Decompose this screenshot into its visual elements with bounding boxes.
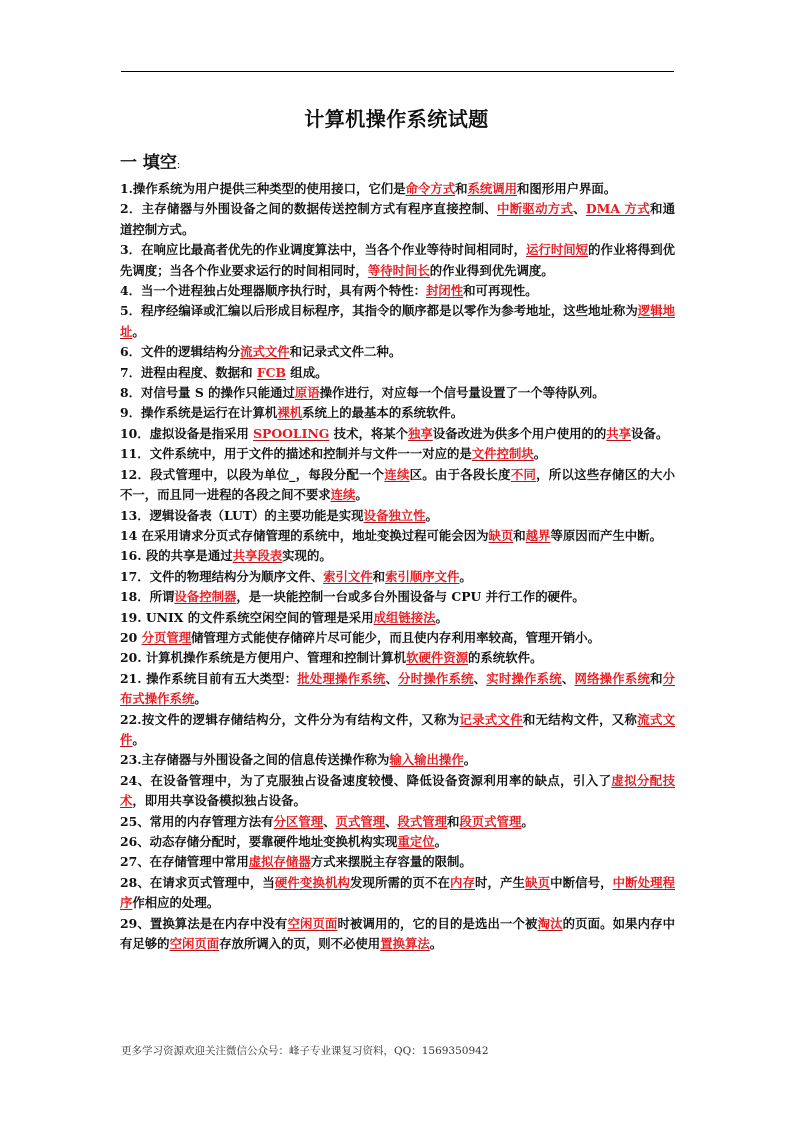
- answer-blank: 页式管理: [335, 813, 386, 829]
- answer-blank: 段页式管理: [459, 813, 522, 829]
- answer-blank: 成组链接法: [373, 609, 436, 625]
- question-item: [120, 771, 675, 812]
- question-text: 和: [513, 527, 526, 543]
- question-text: 。: [459, 568, 472, 584]
- answer-blank: 网络操作系统: [574, 670, 651, 686]
- question-text: 16. 段的共享是通过: [120, 548, 233, 564]
- answer-blank: 封闭性: [426, 283, 464, 299]
- question-item: [120, 832, 675, 852]
- question-text: 时被调用的，它的目的是选出一个被: [337, 915, 538, 931]
- question-text: 、: [323, 813, 336, 829]
- question-item: [120, 669, 675, 710]
- question-text: 、: [385, 670, 399, 686]
- question-text: 20. 计算机操作系统是方便用户、管理和控制计算机: [120, 650, 407, 666]
- question-text: ，所以这些存储区的大小不一，而且同一进程的各段之间不要求: [120, 466, 676, 503]
- answer-blank: 分布式操作系统: [120, 670, 676, 707]
- question-text: 和可再现性。: [463, 283, 538, 299]
- question-item: [120, 710, 675, 751]
- question-text: 19. UNIX 的文件系统空闲空间的管理是采用: [120, 609, 374, 625]
- question-item: [120, 424, 675, 444]
- answer-blank: 裸机: [277, 405, 303, 421]
- answer-blank: 内存: [450, 874, 476, 890]
- question-text: 存放所调入的页，则不必使用: [219, 936, 381, 952]
- question-text: ，即用共享设备模拟独占设备。: [132, 793, 306, 809]
- question-text: 18．所谓: [120, 589, 175, 605]
- section-colon: :: [176, 160, 181, 171]
- question-item: [120, 608, 675, 628]
- answer-blank: 记录式文件: [459, 711, 523, 727]
- answer-blank: 索引顺序文件: [385, 568, 460, 584]
- question-text: 6．文件的逻辑结构分: [120, 344, 241, 360]
- question-text: 28、在请求页式管理中，当: [120, 874, 275, 890]
- question-item: [120, 648, 675, 668]
- question-text: 发现所需的页不在: [349, 874, 451, 890]
- question-item: [120, 587, 675, 607]
- question-text: 中断信号，: [550, 874, 613, 890]
- answer-blank: 输入输出操作: [389, 752, 464, 768]
- answer-blank: 独享: [408, 425, 433, 441]
- question-text: 。: [132, 731, 145, 747]
- question-item: [120, 403, 675, 423]
- question-text: 、: [573, 201, 586, 217]
- answer-blank: 流式文件: [120, 711, 676, 747]
- answer-blank: 分区管理: [273, 813, 324, 829]
- question-item: [120, 383, 675, 403]
- answer-blank: 命令方式: [405, 181, 456, 196]
- question-text: 26、动态存储分配时，要靠硬件地址变换机构实现: [120, 834, 398, 849]
- question-text: 储管理方式能使存储碎片尽可能少，而且使内存利用率较高，管理开销小。: [191, 629, 601, 645]
- question-text: 8．对信号量 S 的操作只能通过: [120, 385, 295, 401]
- answer-blank: 段式管理: [397, 813, 448, 829]
- answer-blank: 逻辑地址: [120, 303, 676, 339]
- question-item: [120, 914, 675, 955]
- section-heading-text: 一 填空: [120, 153, 177, 173]
- answer-blank: 连续: [384, 466, 410, 482]
- answer-blank: 缺页: [488, 527, 514, 543]
- question-text: 和通道控制方式。: [120, 201, 676, 237]
- question-text: 和: [650, 670, 663, 686]
- answer-blank: 实时操作系统: [486, 670, 562, 686]
- question-item: [120, 301, 675, 342]
- question-text: 。: [425, 507, 438, 523]
- question-text: 4．当一个进程独占处理器顺序执行时，具有两个特性：: [120, 283, 426, 299]
- question-item: [120, 567, 675, 587]
- question-text: 25、常用的内存管理方法有: [120, 813, 274, 829]
- answer-blank: 系统调用: [467, 181, 518, 196]
- question-text: 、: [473, 670, 487, 686]
- question-item: [120, 179, 675, 199]
- question-text: 实现的。: [282, 548, 332, 564]
- question-text: 和无结构文件，又称: [522, 711, 638, 727]
- question-text: 、: [385, 813, 398, 829]
- question-item: [120, 281, 675, 301]
- question-list: [120, 179, 675, 954]
- answer-blank: 空闲页面: [169, 936, 220, 952]
- answer-blank: 批处理操作系统: [297, 670, 386, 686]
- answer-blank: 置换算法: [380, 936, 430, 952]
- question-text: 组成。: [285, 364, 328, 380]
- question-text: 12．段式管理中，以段为单位_，每段分配一个: [120, 466, 385, 482]
- question-text: 11．文件系统中，用于文件的描述和控制并与文件一一对应的是: [120, 446, 472, 462]
- answer-blank: 索引文件: [323, 568, 373, 584]
- question-text: 的作业将得到优先调度；当各个作业要求运行的时间相同时，: [120, 242, 676, 278]
- question-item: [120, 363, 675, 383]
- page-footer: 更多学习资源欢迎关注微信公众号：峰子专业课复习资料，QQ：1569350942: [121, 1045, 489, 1057]
- question-text: 操作进行，对应每一个信号量设置了一个等待队列。: [319, 385, 605, 401]
- question-text: 。: [132, 323, 145, 339]
- answer-blank: 分页管理: [141, 629, 192, 645]
- answer-blank: SPOOLING: [253, 425, 330, 441]
- answer-blank: 原语: [294, 385, 320, 401]
- answer-blank: 虚拟存储器: [248, 854, 311, 870]
- question-item: [120, 342, 675, 362]
- question-item: [120, 750, 675, 770]
- section-heading: [120, 148, 180, 173]
- question-item: [120, 506, 675, 526]
- question-text: 29、置换算法是在内存中没有: [120, 915, 288, 931]
- question-text: 的系统软件。: [468, 650, 543, 666]
- answer-blank: 运行时间短: [526, 242, 589, 258]
- question-text: 方式来摆脱主存容量的限制。: [310, 854, 472, 870]
- answer-blank: DMA 方式: [585, 201, 650, 217]
- question-text: 22.按文件的逻辑存储结构分，文件分为有结构文件，又称为: [120, 711, 460, 727]
- question-text: 和: [372, 568, 386, 584]
- answer-blank: 缺页: [525, 874, 551, 890]
- question-text: 系统上的最基本的系统软件。: [302, 405, 464, 421]
- question-text: 的作业得到优先调度。: [429, 262, 554, 278]
- answer-blank: 设备控制器: [174, 589, 237, 605]
- question-text: 和: [455, 181, 468, 196]
- question-text: 设备。: [631, 425, 669, 441]
- answer-blank: 软硬件资源: [406, 650, 469, 666]
- answer-blank: 中断处理程序: [120, 874, 676, 911]
- answer-blank: 空闲页面: [287, 915, 338, 931]
- question-text: 23.主存储器与外围设备之间的信息传送操作称为: [120, 752, 390, 768]
- answer-blank: 淘汰: [537, 915, 563, 931]
- question-text: 和: [447, 813, 460, 829]
- question-text: 。: [429, 936, 443, 952]
- question-text: 技术，将某个: [329, 425, 409, 441]
- question-text: 的页面。如果内存中有足够的: [120, 915, 676, 952]
- answer-blank: 文件控制块: [471, 446, 534, 462]
- question-text: 21. 操作系统目前有五大类型：: [120, 670, 298, 686]
- question-item: [120, 873, 675, 914]
- answer-blank: 虚拟分配技术: [120, 772, 675, 809]
- answer-blank: 分时操作系统: [398, 670, 474, 686]
- question-text: 。: [194, 691, 207, 707]
- question-text: 和图形用户界面。: [517, 181, 617, 196]
- answer-blank: 共享: [606, 425, 632, 441]
- question-item: [120, 628, 675, 648]
- question-text: 1.操作系统为用户提供三种类型的使用接口，它们是: [120, 181, 406, 196]
- question-text: 13．逻辑设备表（LUT）的主要功能是实现: [120, 507, 364, 523]
- question-text: 时，产生: [475, 874, 526, 890]
- question-item: [120, 526, 675, 546]
- header-rule: [121, 71, 674, 72]
- question-item: [120, 240, 675, 281]
- question-text: 。: [533, 446, 547, 462]
- question-text: 7．进程由程度、数据和: [120, 364, 257, 380]
- question-text: 9．操作系统是运行在计算机: [120, 405, 278, 421]
- answer-blank: 设备独立性: [363, 507, 426, 523]
- question-text: 2．主存储器与外围设备之间的数据传送控制方式有程序直接控制、: [120, 201, 497, 217]
- answer-blank: 重定位: [397, 834, 435, 849]
- question-item: [120, 199, 675, 240]
- question-text: 。: [435, 609, 448, 625]
- question-text: 27、在存储管理中常用: [120, 854, 249, 870]
- answer-blank: 中断驱动方式: [497, 201, 574, 217]
- answer-blank: 流式文件: [240, 344, 290, 360]
- question-text: 等原因而产生中断。: [550, 527, 662, 543]
- question-text: 。: [355, 487, 368, 503]
- answer-blank: 不同: [510, 466, 537, 482]
- question-text: ，是一块能控制一台或多台外围设备与 CPU 并行工作的硬件。: [236, 589, 585, 605]
- question-text: 和记录式文件二种。: [289, 344, 402, 360]
- answer-blank: FCB: [256, 364, 286, 380]
- question-item: [120, 465, 675, 506]
- question-text: 。: [521, 813, 534, 829]
- question-item: [120, 812, 675, 832]
- question-text: 。: [463, 752, 477, 768]
- answer-blank: 硬件变换机构: [274, 874, 350, 890]
- question-text: 24、在设备管理中，为了克服独占设备速度较慢、降低设备资源利用率的缺点，引入了: [120, 772, 612, 788]
- question-text: 、: [561, 670, 575, 686]
- answer-blank: 越界: [525, 527, 551, 543]
- question-text: 。: [434, 834, 448, 849]
- question-item: [120, 546, 675, 566]
- question-text: 17．文件的物理结构分为顺序文件、: [120, 568, 324, 584]
- question-text: 区。由于各段长度: [409, 466, 511, 482]
- answer-blank: 连续: [330, 487, 356, 503]
- answer-blank: 等待时间长: [367, 262, 430, 278]
- question-item: [120, 444, 675, 464]
- question-text: 20: [120, 629, 142, 645]
- question-text: 作相应的处理。: [132, 895, 220, 911]
- question-text: 3．在响应比最高者优先的作业调度算法中，当各个作业等待时间相同时，: [120, 242, 527, 258]
- page-title: 计算机操作系统试题: [304, 107, 489, 131]
- question-text: 14 在采用请求分页式存储管理的系统中，地址变换过程可能会因为: [120, 527, 489, 543]
- question-text: 10．虚拟设备是指采用: [120, 425, 254, 441]
- question-text: 5．程序经编译或汇编以后形成目标程序，其指令的顺序都是以零作为参考地址，这些地址称为: [120, 303, 638, 319]
- question-item: [120, 852, 675, 872]
- answer-blank: 共享段表: [232, 548, 283, 564]
- question-text: 设备改进为供多个用户使用的的: [432, 425, 607, 441]
